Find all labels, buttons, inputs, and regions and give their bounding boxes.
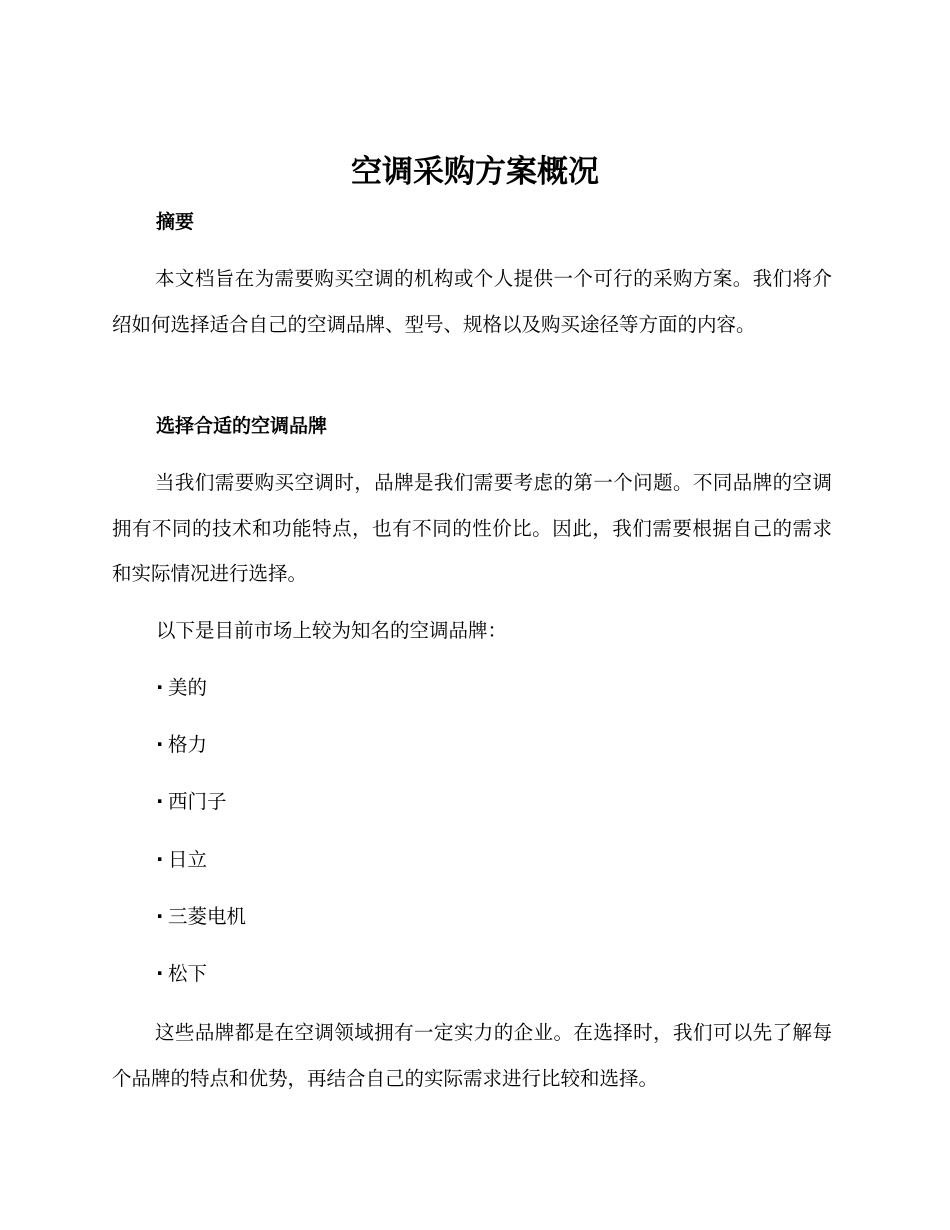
bullet-icon: · [156, 676, 164, 699]
list-item [156, 789, 227, 815]
brand-name: 格力 [168, 733, 208, 756]
list-item [156, 732, 207, 758]
bullet-icon: · [156, 733, 164, 756]
brand-name: 美的 [168, 676, 208, 699]
bullet-icon: · [156, 790, 164, 813]
brand-name: 三菱电机 [168, 905, 247, 928]
list-item [156, 847, 207, 873]
section-heading-abstract: 摘要 [156, 211, 195, 233]
bullet-icon: · [156, 848, 164, 871]
list-item [156, 961, 207, 987]
bullet-icon: · [156, 905, 164, 928]
brand-list-intro: 以下是目前市场上较为知名的空调品牌： [156, 619, 508, 642]
brand-name: 松下 [168, 962, 208, 985]
brand-paragraph: 当我们需要购买空调时，品牌是我们需要考虑的第一个问题。不同品牌的空调拥有不同的技术和功能特点，也有不同的性价比。因此，我们需要根据自己的需求和实际情况进行选择。 [112, 471, 832, 585]
brand-conclusion-paragraph: 这些品牌都是在空调领域拥有一定实力的企业。在选择时，我们可以先了解每个品牌的特点和优势，再结合自己的实际需求进行比较和选择。 [112, 1021, 832, 1090]
brand-name: 日立 [168, 848, 208, 871]
document-title: 空调采购方案概况 [351, 154, 599, 190]
list-item [156, 675, 207, 701]
section-heading-brand: 选择合适的空调品牌 [156, 415, 328, 437]
bullet-icon: · [156, 962, 164, 985]
abstract-paragraph: 本文档旨在为需要购买空调的机构或个人提供一个可行的采购方案。我们将介绍如何选择适合自己的空调品牌、型号、规格以及购买途径等方面的内容。 [112, 267, 832, 336]
brand-name: 西门子 [168, 790, 227, 813]
list-item [156, 904, 246, 930]
